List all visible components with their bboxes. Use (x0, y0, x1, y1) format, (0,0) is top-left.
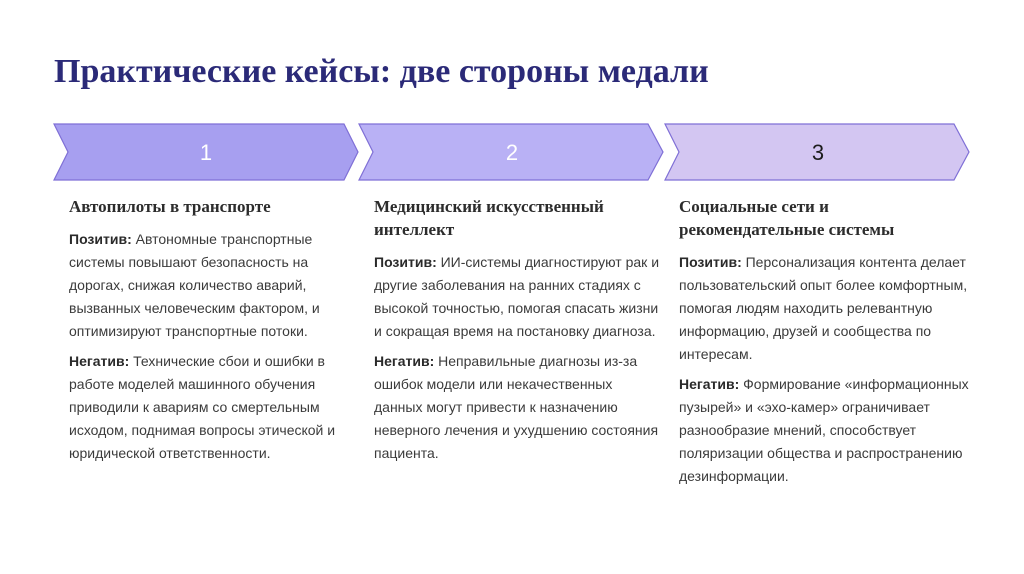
case-heading: Автопилоты в транспорте (69, 197, 271, 216)
page-title: Практические кейсы: две стороны медали (54, 53, 709, 90)
negative-text: Технические сбои и ошибки в работе моделей машинного обучения приводили к авариям со смертельным исходом, поднимая вопросы этической и юридической ответственности. (69, 353, 336, 461)
positive-paragraph (679, 251, 969, 366)
positive-text: Автономные транспортные системы повышают безопасность на дорогах, снижая количество аварий, вызванных человеческим фактором, и оптимизируют транспортные потоки. (69, 231, 320, 339)
positive-paragraph (69, 228, 359, 343)
positive-label: Позитив: (679, 254, 742, 270)
negative-text: Неправильные диагнозы из-за ошибок модели или некачественных данных могут привести к назначению неверного лечения и ухудшению состояния пациента. (374, 353, 659, 461)
positive-label: Позитив: (374, 254, 437, 270)
positive-label: Позитив: (69, 231, 132, 247)
case-column-1 (69, 195, 359, 472)
positive-paragraph (374, 251, 664, 343)
case-column-2 (374, 195, 664, 472)
case-heading: Медицинский искусственный интеллект (374, 197, 604, 239)
negative-label: Негатив: (374, 353, 435, 369)
positive-text: Персонализация контента делает пользовательский опыт более комфортным, помогая людям находить релевантную информацию, друзей и сообщества по интересам. (679, 254, 968, 362)
negative-text: Формирование «информационных пузырей» и «эхо-камер» ограничивает разнообразие мнений, способствует поляризации общества и распространению дезинформации. (679, 376, 969, 484)
step-number-1: 1 (199, 140, 213, 165)
negative-paragraph (69, 350, 359, 465)
negative-paragraph (374, 350, 664, 465)
case-heading: Социальные сети и рекомендательные системы (679, 197, 895, 239)
step-number-2: 2 (505, 140, 519, 165)
step-number-3: 3 (811, 140, 825, 165)
case-column-3 (679, 195, 969, 495)
negative-label: Негатив: (69, 353, 130, 369)
positive-text: ИИ-системы диагностируют рак и другие заболевания на ранних стадиях с высокой точностью, помогая спасать жизни и сокращая время на постановку диагноза. (374, 254, 660, 339)
negative-label: Негатив: (679, 376, 740, 392)
negative-paragraph (679, 373, 969, 488)
